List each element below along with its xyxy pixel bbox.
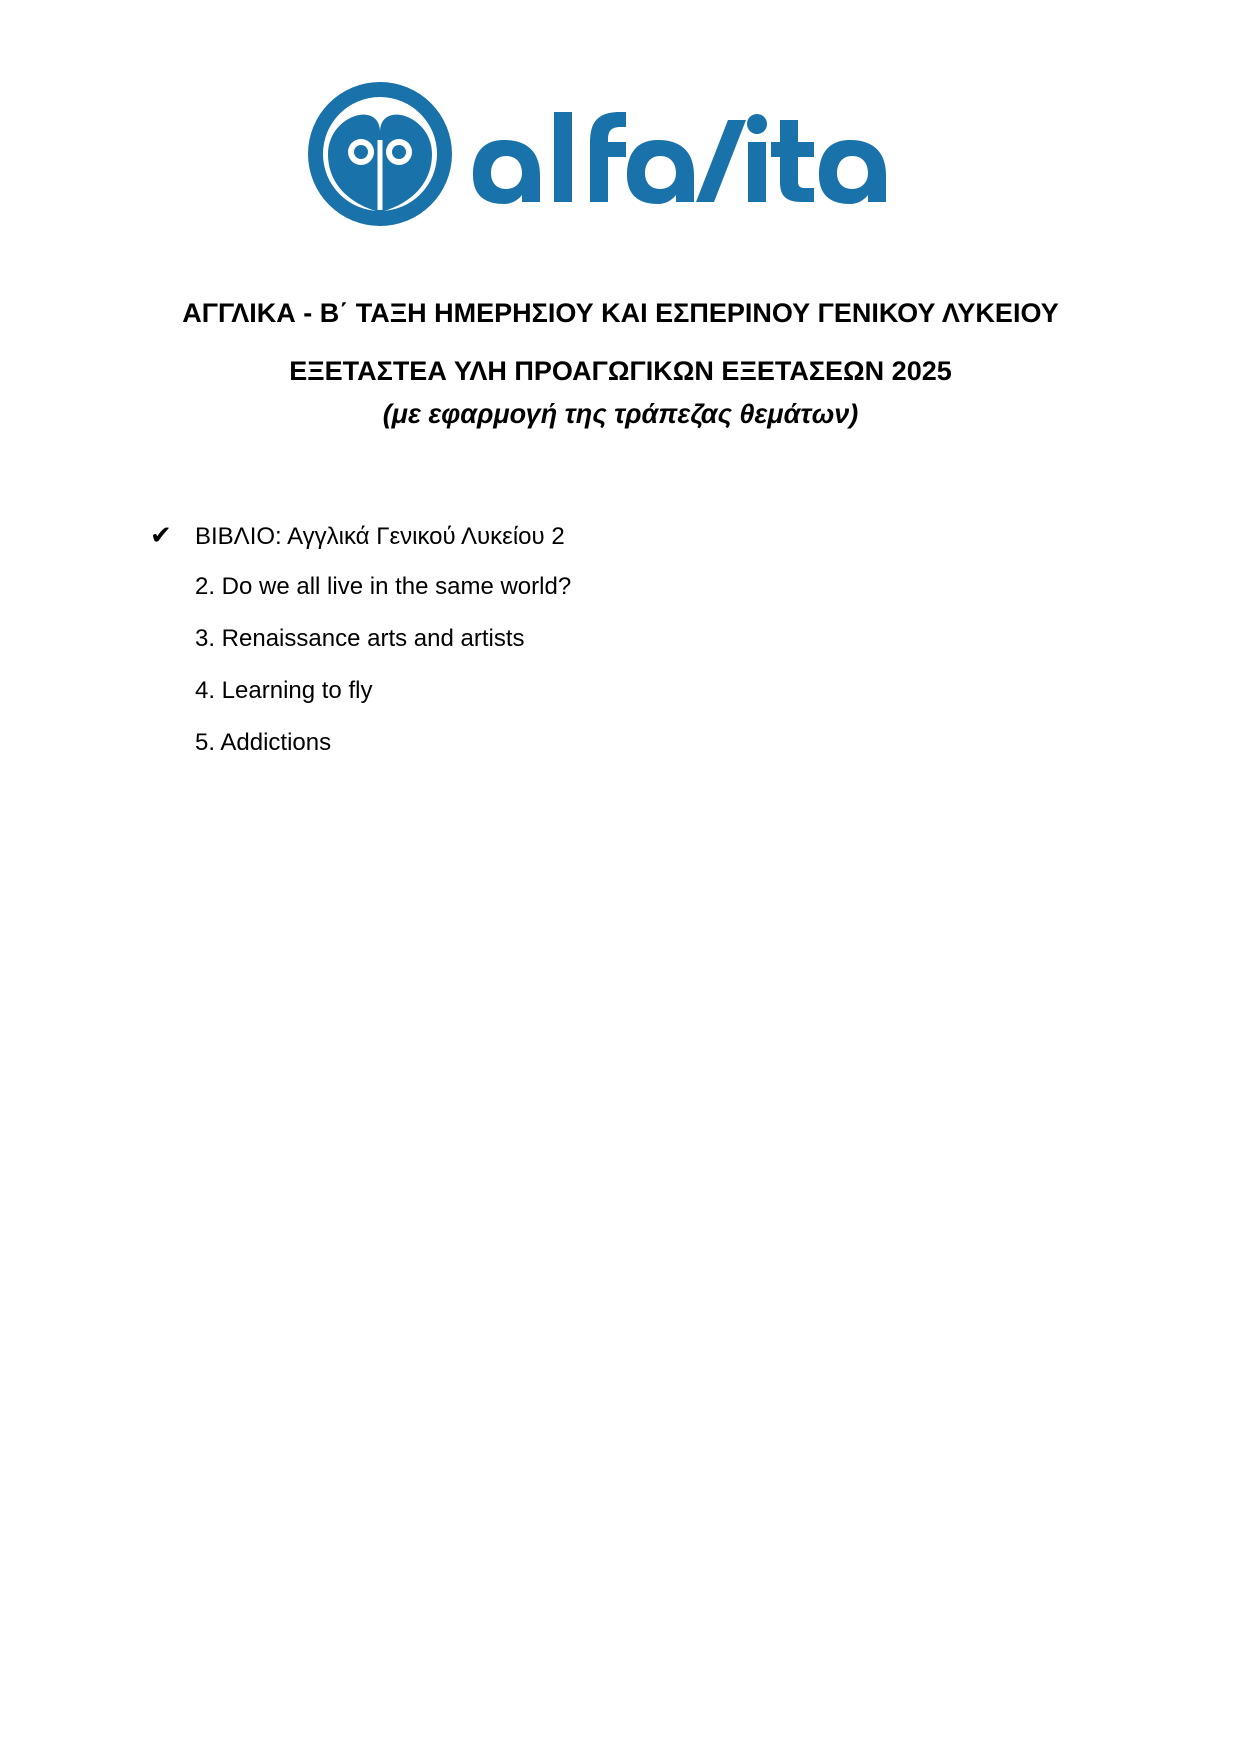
list-item: 5. Addictions — [195, 729, 332, 756]
book-title: ΒΙΒΛΙΟ: Αγγλικά Γενικού Λυκείου 2 — [195, 523, 565, 550]
chapter-list — [195, 572, 571, 780]
alfavita-wordmark — [473, 112, 886, 204]
list-item: 2. Do we all live in the same world? — [195, 573, 572, 600]
checkmark-icon: ✔ — [150, 520, 172, 550]
logo-graphic — [308, 80, 928, 230]
owl-icon — [308, 82, 452, 226]
list-item: 4. Learning to fly — [195, 677, 373, 704]
alfavita-logo — [308, 80, 928, 230]
list-item: 3. Renaissance arts and artists — [195, 625, 525, 652]
book-item — [150, 520, 565, 552]
document-subtitle: ΕΞΕΤΑΣΤΕΑ ΥΛΗ ΠΡΟΑΓΩΓΙΚΩΝ ΕΞΕΤΑΣΕΩΝ 2025 — [289, 356, 952, 386]
document-title: ΑΓΓΛΙΚΑ - Β΄ ΤΑΞΗ ΗΜΕΡΗΣΙΟΥ ΚΑΙ ΕΣΠΕΡΙΝΟΥ ΓΕΝΙΚΟΥ ΛΥΚΕΙΟΥ — [182, 298, 1059, 328]
document-note: (με εφαρμογή της τράπεζας θεμάτων) — [382, 399, 859, 429]
